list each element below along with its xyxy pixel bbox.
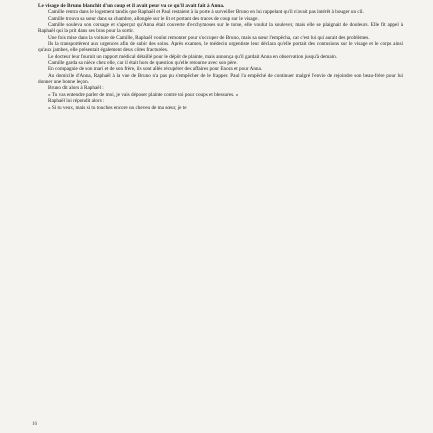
paragraph-14: « Si tu veux, mais si tu touches encore un cheveu de ma sœur, je te — [48, 104, 187, 111]
paragraph-7: Le docteur leur fournit un rapport médical détaillé pour le dépôt de plainte, mais annonça qu'il gardait Anna en observation jusqu'à demain. — [48, 53, 337, 60]
paragraph-3: Camille trouva sa sœur dans sa chambre, allongée sur le lit et portant des traces de coup sur le visage. — [48, 15, 259, 22]
paragraph-9: En compagnie de son mari et de son frère, ils sont allés récupérer des affaires pour Enora et pour Anna. — [48, 66, 263, 73]
page-number: 16 — [32, 422, 37, 427]
paragraph-4: Camille souleva son corsage et s'aperçut qu'Anna était couverte d'ecchymoses sur le torse, elle voulut la soulever, mais elle se plaignait de douleurs. Elle fit appel à Raphaël qui la prit dans ses bras pour la sortir. — [38, 22, 403, 35]
paragraph-6: Ils la transportèrent aux urgences afin de subir des soins. Après examen, le médecin urgentiste leur déclara qu'elle portait des contusions sur le visage et le corps ainsi qu'aux jambes, elle présentait également deux côtes fracturées. — [38, 41, 403, 54]
paragraph-2: Camille rentra dans le logement tandis que Raphaël et Paul restaient à la porte à surveiller Bruno en lui rappelant qu'il n'avait pas intérêt à bouger un cil. — [48, 9, 364, 16]
paragraph-8: Camille garda sa nièce chez elle, car il était hors de question qu'elle retourne avec son père. — [48, 60, 238, 67]
paragraph-11: Bruno dit alors à Raphaël : — [48, 85, 104, 92]
paragraph-1: Le visage de Bruno blanchit d'un coup et il avait peur vu ce qu'il avait fait à Anna. — [38, 3, 225, 9]
paragraph-10: Au domicile d'Anna, Raphaël à la vue de Bruno n'a pas pu s'empêcher de le frapper. Paul l'a empêché de continuer malgré l'envie de rejoindre son beau-frère pour lui donner une bonne leçon. — [38, 72, 403, 86]
paragraph-12: « Tu vas entendre parler de moi, je vais déposer plainte contre toi pour coups et blessures. » — [48, 91, 239, 98]
paragraph-5: Une fois mise dans la voiture de Camille, Raphaël voulut remonter pour s'occuper de Bruno, mais sa sœur l'empêcha, car c'est lui qui aurait des problèmes. — [48, 34, 370, 41]
paragraph-13: Raphaël lui répondit alors : — [48, 98, 105, 105]
